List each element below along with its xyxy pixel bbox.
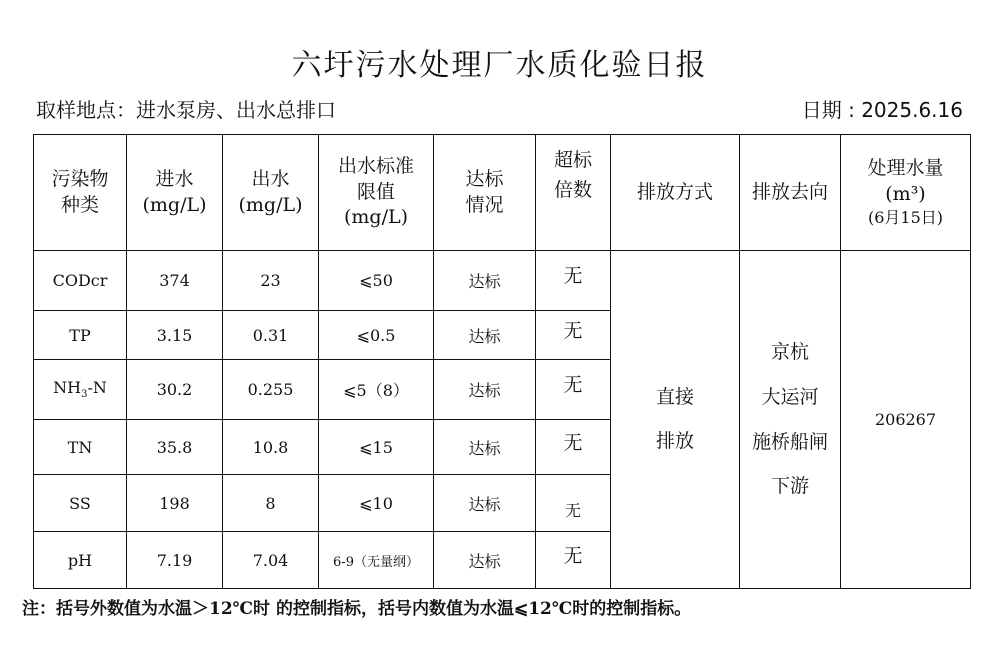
header-excess: 超标 倍数 [536,135,611,251]
inflow-value: 7.19 [127,532,223,589]
pollutant-name: TN [34,420,127,475]
inflow-value: 3.15 [127,311,223,360]
pollutant-name: $NH_3-N$ [34,360,127,420]
limit-value: ⩽5（8） [319,360,434,420]
header-discharge-method: 排放方式 [611,135,740,251]
outflow-value: 0.255 [223,360,319,420]
inflow-value: 374 [127,251,223,311]
table-row [34,251,971,311]
excess-value: 无 [536,420,611,475]
header-row [34,135,971,251]
inflow-value: 35.8 [127,420,223,475]
excess-value: 无 [536,360,611,420]
header-inflow: 进水 (mg/L) [127,135,223,251]
limit-value: 6-9（无量纲） [319,532,434,589]
water-quality-table [33,134,971,589]
limit-value: ⩽0.5 [319,311,434,360]
pollutant-name: CODcr [34,251,127,311]
pollutant-name: pH [34,532,127,589]
pollutant-name: TP [34,311,127,360]
status-value: 达标 [434,251,536,311]
header-pollutant: 污染物 种类 [34,135,127,251]
discharge-method-cell: 直接 排放 [611,251,740,589]
treated-volume: 206267 [841,251,971,589]
status-value: 达标 [434,420,536,475]
excess-value: 无 [536,532,611,589]
header-volume: 处理水量 (m³) (6月15日) [841,135,971,251]
outflow-value: 8 [223,475,319,532]
status-value: 达标 [434,360,536,420]
inflow-value: 198 [127,475,223,532]
header-discharge-direction: 排放去向 [740,135,841,251]
footnote: 注：括号外数值为水温＞12℃时 的控制指标，括号内数值为水温⩽12℃时的控制指标。 [22,599,692,619]
limit-value: ⩽10 [319,475,434,532]
header-limit: 出水标准 限值 (mg/L) [319,135,434,251]
excess-value: 无 [536,311,611,360]
report-date: 日期 : 2025.6.16 [801,98,963,122]
excess-value: 无 [536,251,611,311]
outflow-value: 23 [223,251,319,311]
status-value: 达标 [434,532,536,589]
status-value: 达标 [434,475,536,532]
header-status: 达标 情况 [434,135,536,251]
outflow-value: 7.04 [223,532,319,589]
sampling-site: 取样地点：进水泵房、出水总排口 [36,98,336,122]
limit-value: ⩽50 [319,251,434,311]
discharge-direction-cell: 京杭 大运河 施桥船闸 下游 [740,251,841,589]
inflow-value: 30.2 [127,360,223,420]
excess-value: 无 [536,475,611,532]
report-title: 六圩污水处理厂水质化验日报 [291,48,708,83]
outflow-value: 0.31 [223,311,319,360]
header-outflow: 出水 (mg/L) [223,135,319,251]
status-value: 达标 [434,311,536,360]
limit-value: ⩽15 [319,420,434,475]
outflow-value: 10.8 [223,420,319,475]
pollutant-name: SS [34,475,127,532]
